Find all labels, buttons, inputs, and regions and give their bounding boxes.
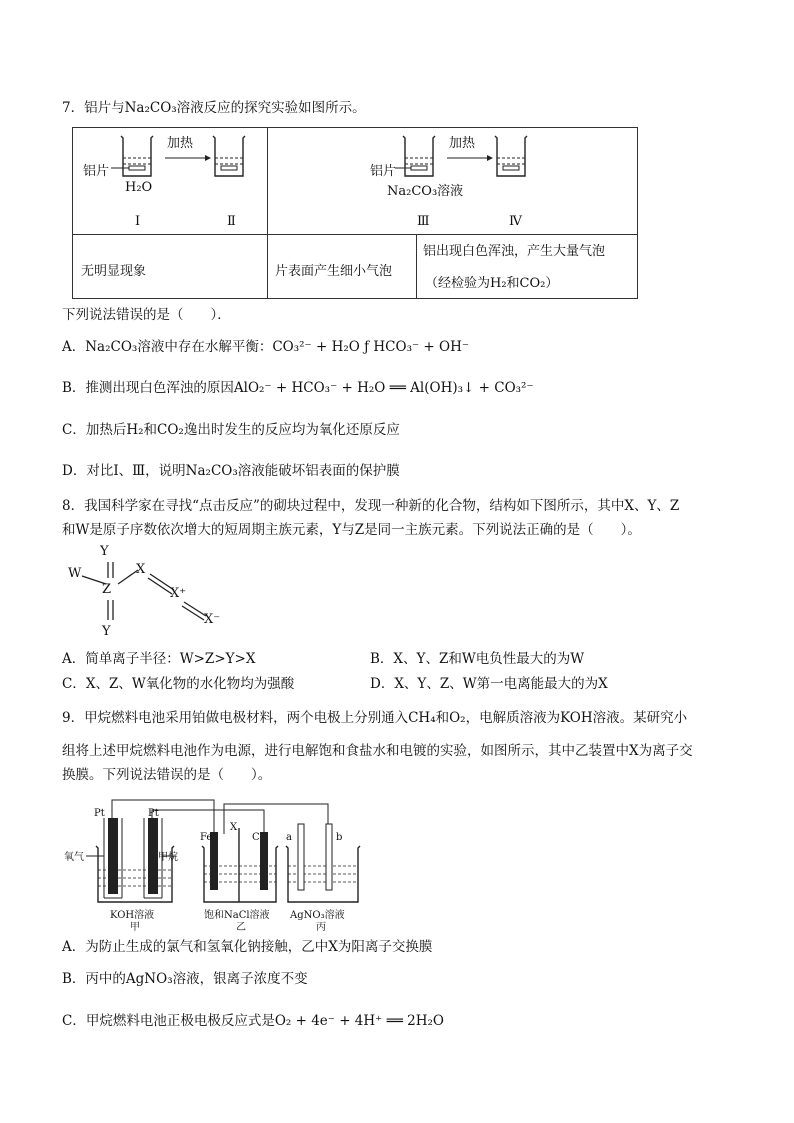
q9-stem-line1: 9．甲烷燃料电池采用铂做电极材料，两个电极上分别通入CH₄和O₂，电解质溶液为KOH溶液。某研究小 xyxy=(62,710,688,726)
label-IV: Ⅳ xyxy=(509,214,522,229)
q8-stem-line2: 和W是原子序数依次增大的短周期主族元素，Y与Z是同一主族元素。下列说法正确的是（ ）。 xyxy=(62,522,641,538)
label-II: Ⅱ xyxy=(227,214,236,229)
q7-option-a: A．Na₂CO₃溶液中存在水解平衡：CO₃²⁻ + H₂O ƒ HCO₃⁻ + OH⁻ xyxy=(62,339,469,355)
atom-x: X xyxy=(136,562,146,577)
oxygen-label: 氧气 xyxy=(64,852,84,863)
pt-label-1: Pt xyxy=(94,808,105,819)
water-label: H₂O xyxy=(125,180,153,195)
q8-structure xyxy=(64,544,244,644)
atom-y-top: Y xyxy=(100,544,109,559)
q9-option-b: B．丙中的AgNO₃溶液，银离子浓度不变 xyxy=(62,971,308,987)
pt-label-2: Pt xyxy=(148,808,159,819)
atom-x-minus: X⁻ xyxy=(204,612,221,627)
jia-label: 甲 xyxy=(130,922,140,933)
q9-apparatus xyxy=(64,794,364,934)
q8-option-d: D．X、Y、Z、W第一电离能最大的为X xyxy=(370,676,608,692)
x-membrane-label: X xyxy=(230,822,238,833)
heat-label-1: 加热 xyxy=(167,136,194,151)
q8-option-a: A．简单离子半径：W>Z>Y>X xyxy=(62,651,256,667)
a-label: a xyxy=(286,832,292,843)
atom-w: W xyxy=(68,566,82,581)
q7-ask: 下列说法错误的是（ ）． xyxy=(62,307,231,323)
q9-option-a: A．为防止生成的氯气和氢氧化钠接触，乙中X为阳离子交换膜 xyxy=(62,939,433,955)
atom-x-plus: X⁺ xyxy=(170,586,187,601)
beaker-2 xyxy=(213,136,245,176)
heat-label-2: 加热 xyxy=(449,136,476,151)
koh-label: KOH溶液 xyxy=(110,910,155,921)
result-2: 片表面产生细小气泡 xyxy=(275,264,393,279)
q7-option-d: D．对比Ⅰ、Ⅲ，说明Na₂CO₃溶液能破坏铝表面的保护膜 xyxy=(62,463,400,479)
result-3-line1: 铝出现白色浑浊，产生大量气泡 xyxy=(423,244,606,259)
bing-label: 丙 xyxy=(316,922,326,933)
nacl-label: 饱和NaCl溶液 xyxy=(204,910,270,921)
al-label-1: 铝片 xyxy=(83,164,110,179)
q9-option-c: C．甲烷燃料电池正极电极反应式是O₂ + 4e⁻ + 4H⁺ ══ 2H₂O xyxy=(62,1013,444,1029)
q8-option-c: C．X、Z、W氧化物的水化物均为强酸 xyxy=(62,676,295,692)
label-III: Ⅲ xyxy=(417,214,430,229)
beaker-1 xyxy=(121,136,153,176)
q9-stem-line2: 组将上述甲烷燃料电池作为电源，进行电解饱和食盐水和电镀的实验，如图所示，其中乙装置中X为离子交 xyxy=(62,743,693,759)
beaker-3 xyxy=(403,136,435,176)
atom-y-bottom: Y xyxy=(102,624,111,639)
yi-label: 乙 xyxy=(236,922,246,933)
beaker-4 xyxy=(495,136,527,176)
q8-option-b: B．X、Y、Z和W电负性最大的为W xyxy=(370,651,585,667)
q7-option-c: C．加热后H₂和CO₂逸出时发生的反应均为氧化还原反应 xyxy=(62,422,400,438)
atom-z: Z xyxy=(102,582,112,597)
result-3-line2: （经检验为H₂和CO₂） xyxy=(425,276,559,291)
q7-stem: 7．铝片与Na₂CO₃溶液反应的探究实验如图所示。 xyxy=(62,100,366,116)
agno3-label: AgNO₃溶液 xyxy=(290,910,345,921)
result-1: 无明显现象 xyxy=(81,264,147,279)
al-label-3: 铝片 xyxy=(370,164,397,179)
q7-option-b: B．推测出现白色浑浊的原因AlO₂⁻ + HCO₃⁻ + H₂O ══ Al(OH)₃↓ + CO₃²⁻ xyxy=(62,380,534,396)
q8-stem-line1: 8．我国科学家在寻找“点击反应”的砌块过程中，发现一种新的化合物，结构如下图所示，其中X、Y、Z xyxy=(62,498,680,514)
b-label: b xyxy=(336,832,343,843)
q7-experiment-table xyxy=(72,127,638,299)
fe-label: Fe xyxy=(200,832,213,843)
c-label: C xyxy=(252,832,260,843)
label-I: Ⅰ xyxy=(135,214,141,229)
na2co3-label: Na₂CO₃溶液 xyxy=(387,184,464,199)
q9-stem-line3: 换膜。下列说法错误的是（ ）。 xyxy=(62,767,272,783)
q7-figure xyxy=(73,128,637,234)
methane-label: 甲烷 xyxy=(158,852,178,863)
